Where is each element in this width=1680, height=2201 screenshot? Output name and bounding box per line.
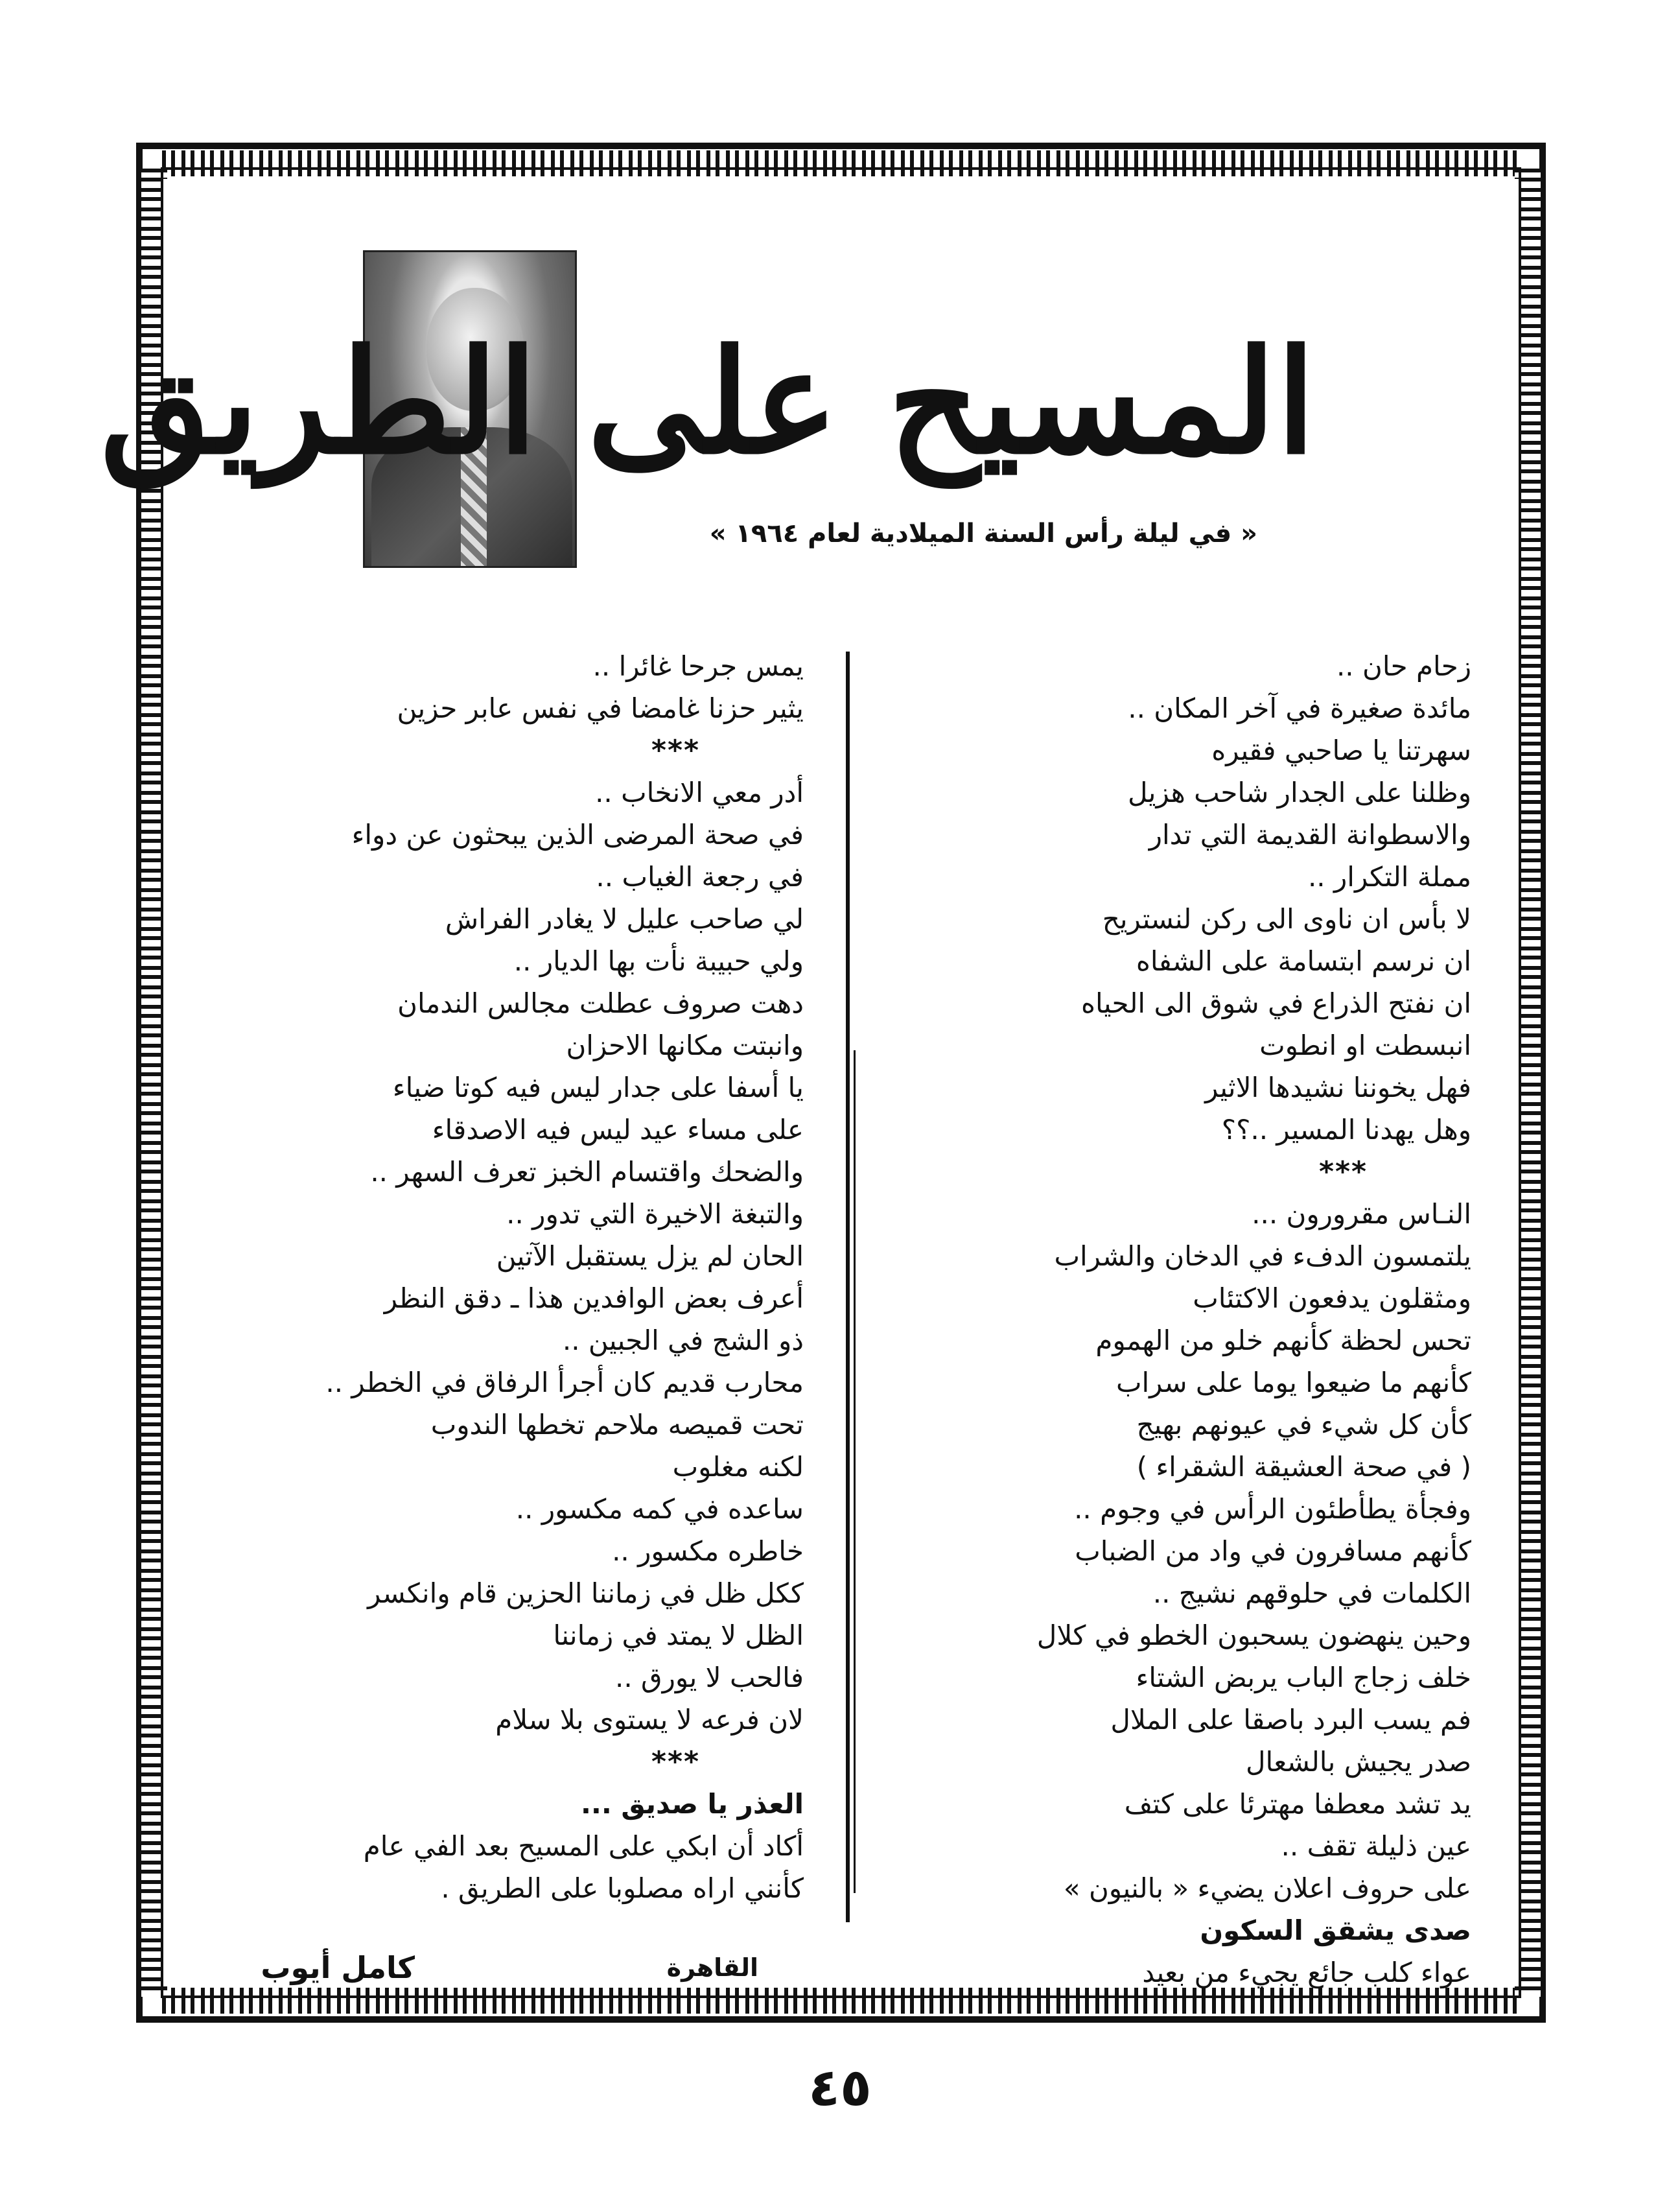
poem-line: كأنهم مسافرون في واد من الضباب bbox=[1075, 1535, 1471, 1567]
poem-line: لان فرعه لا يستوى بلا سلام bbox=[495, 1704, 804, 1736]
poem-line: ذو الشج في الجبين .. bbox=[562, 1324, 804, 1356]
column-divider bbox=[846, 652, 850, 1922]
poem-line: العذر يا صديق ... bbox=[580, 1788, 804, 1820]
poem-line: كأنهم ما ضيعوا يوما على سراب bbox=[1115, 1367, 1471, 1398]
poem-line: يثير حزنا غامضا في نفس عابر حزين bbox=[397, 692, 804, 724]
poem-line: ( في صحة العشيقة الشقراء ) bbox=[1136, 1451, 1471, 1483]
poem-line: يلتمسون الدفء في الدخان والشراب bbox=[1054, 1240, 1471, 1272]
poem-line: صدى يشقق السكون bbox=[1200, 1914, 1471, 1946]
poem-line: ان نرسم ابتسامة على الشفاه bbox=[1136, 945, 1471, 977]
poem-line: كأنني اراه مصلوبا على الطريق . bbox=[441, 1872, 804, 1904]
poem-line: ساعده في كمه مكسور .. bbox=[515, 1493, 804, 1525]
poem-line: يا أسفا على جدار ليس فيه كوتا ضياء bbox=[392, 1072, 804, 1103]
poem-line: والضحك واقتسام الخبز تعرف السهر .. bbox=[370, 1156, 804, 1188]
poem-line: كأن كل شيء في عيونهم بهيج bbox=[1136, 1409, 1471, 1441]
poem-line: ومثقلون يدفعون الاكتئاب bbox=[1193, 1282, 1471, 1314]
poem-line: وظلنا على الجدار شاحب هزيل bbox=[1127, 777, 1471, 808]
poem-line: وحين ينهضون يسحبون الخطو في كلال bbox=[1036, 1619, 1471, 1651]
poem-line: سهرتنا يا صاحبي فقيره bbox=[1211, 735, 1471, 766]
column-divider-secondary bbox=[854, 1050, 856, 1893]
poem-line: مملة التكرار .. bbox=[1307, 861, 1471, 893]
poem-line: في صحة المرضى الذين يبحثون عن دواء bbox=[351, 819, 804, 851]
poem-line: عواء كلب جائع يجيء من بعيد bbox=[1142, 1957, 1471, 1988]
poem-line: تحس لحظة كأنهم خلو من الهموم bbox=[1095, 1324, 1471, 1356]
poem-line: انبسطت او انطوت bbox=[1259, 1030, 1471, 1061]
poem-line: مائدة صغيرة في آخر المكان .. bbox=[1128, 692, 1471, 724]
poem-line: على حروف اعلان يضيء « بالنيون » bbox=[1063, 1872, 1471, 1904]
page-number: ٤٥ bbox=[808, 2057, 872, 2117]
poem-line: النـاس مقرورون ... bbox=[1252, 1198, 1471, 1230]
poem-line: أعرف بعض الوافدين هذا ـ دقق النظر bbox=[384, 1282, 804, 1314]
poem-line: خلف زجاج الباب يربض الشتاء bbox=[1136, 1662, 1471, 1693]
poem-line: وانبتت مكانها الاحزان bbox=[566, 1030, 804, 1061]
poem-line: الظل لا يمتد في زماننا bbox=[553, 1619, 804, 1651]
poem-line: على مساء عيد ليس فيه الاصدقاء bbox=[432, 1114, 804, 1146]
stanza-separator: *** bbox=[651, 1745, 700, 1778]
poem-subtitle: « في ليلة رأس السنة الميلادية لعام ١٩٦٤ » bbox=[709, 519, 1257, 548]
poem-line: فالحب لا يورق .. bbox=[615, 1662, 804, 1693]
poem-line: يمس جرحا غائرا .. bbox=[592, 650, 804, 682]
poem-line: أكاد أن ابكي على المسيح بعد الفي عام bbox=[363, 1830, 804, 1862]
poem-line: دهت صروف عطلت مجالس الندمان bbox=[397, 987, 804, 1019]
poem-line: وفجأة يطأطئون الرأس في وجوم .. bbox=[1074, 1493, 1471, 1525]
poem-line: في رجعة الغياب .. bbox=[596, 861, 804, 893]
poem-line: لا بأس ان ناوى الى ركن لنستريح bbox=[1102, 903, 1471, 935]
author-name: كامل أيوب bbox=[261, 1950, 415, 1985]
poem-line: الكلمات في حلوقهم نشيج .. bbox=[1152, 1577, 1471, 1609]
poem-line: ككل ظل في زماننا الحزين قام وانكسر bbox=[368, 1577, 804, 1609]
city-name: القاهرة bbox=[666, 1953, 758, 1982]
poem-line: لكنه مغلوب bbox=[672, 1451, 804, 1483]
poem-line: يد تشد معطفا مهترئا على كتف bbox=[1124, 1788, 1471, 1820]
stanza-separator: *** bbox=[1318, 1155, 1368, 1188]
poem-line: فم يسب البرد باصقا على الملال bbox=[1110, 1704, 1471, 1736]
poem-line: زحام حان .. bbox=[1336, 650, 1471, 682]
poem-column-left bbox=[272, 645, 804, 1909]
poem-column-right bbox=[1005, 645, 1471, 1994]
poem-line: عين ذليلة تقف .. bbox=[1281, 1830, 1471, 1862]
poem-line: لي صاحب عليل لا يغادر الفراش bbox=[445, 903, 804, 935]
poem-line: ان نفتح الذراع في شوق الى الحياه bbox=[1081, 987, 1471, 1019]
poem-line: فهل يخوننا نشيدها الاثير bbox=[1205, 1072, 1471, 1103]
poem-line: الحان لم يزل يستقبل الآتين bbox=[496, 1240, 804, 1272]
poem-line: تحت قميصه ملاحم تخطها الندوب bbox=[430, 1409, 804, 1441]
poem-line: صدر يجيش بالشعال bbox=[1245, 1746, 1471, 1778]
poem-line: ولي حبيبة نأت بها الديار .. bbox=[513, 945, 804, 977]
poem-line: محارب قديم كان أجرأ الرفاق في الخطر .. bbox=[325, 1367, 804, 1398]
poem-line: خاطره مكسور .. bbox=[612, 1535, 804, 1567]
poem-line: أدر معي الانخاب .. bbox=[595, 777, 804, 808]
poem-line: والتبغة الاخيرة التي تدور .. bbox=[506, 1198, 804, 1230]
poem-line: وهل يهدنا المسير ..؟؟ bbox=[1221, 1114, 1471, 1146]
poem-title: المسيح على الطريق bbox=[100, 318, 1316, 486]
stanza-separator: *** bbox=[651, 734, 700, 767]
poem-line: والاسطوانة القديمة التي تدار bbox=[1149, 819, 1471, 851]
